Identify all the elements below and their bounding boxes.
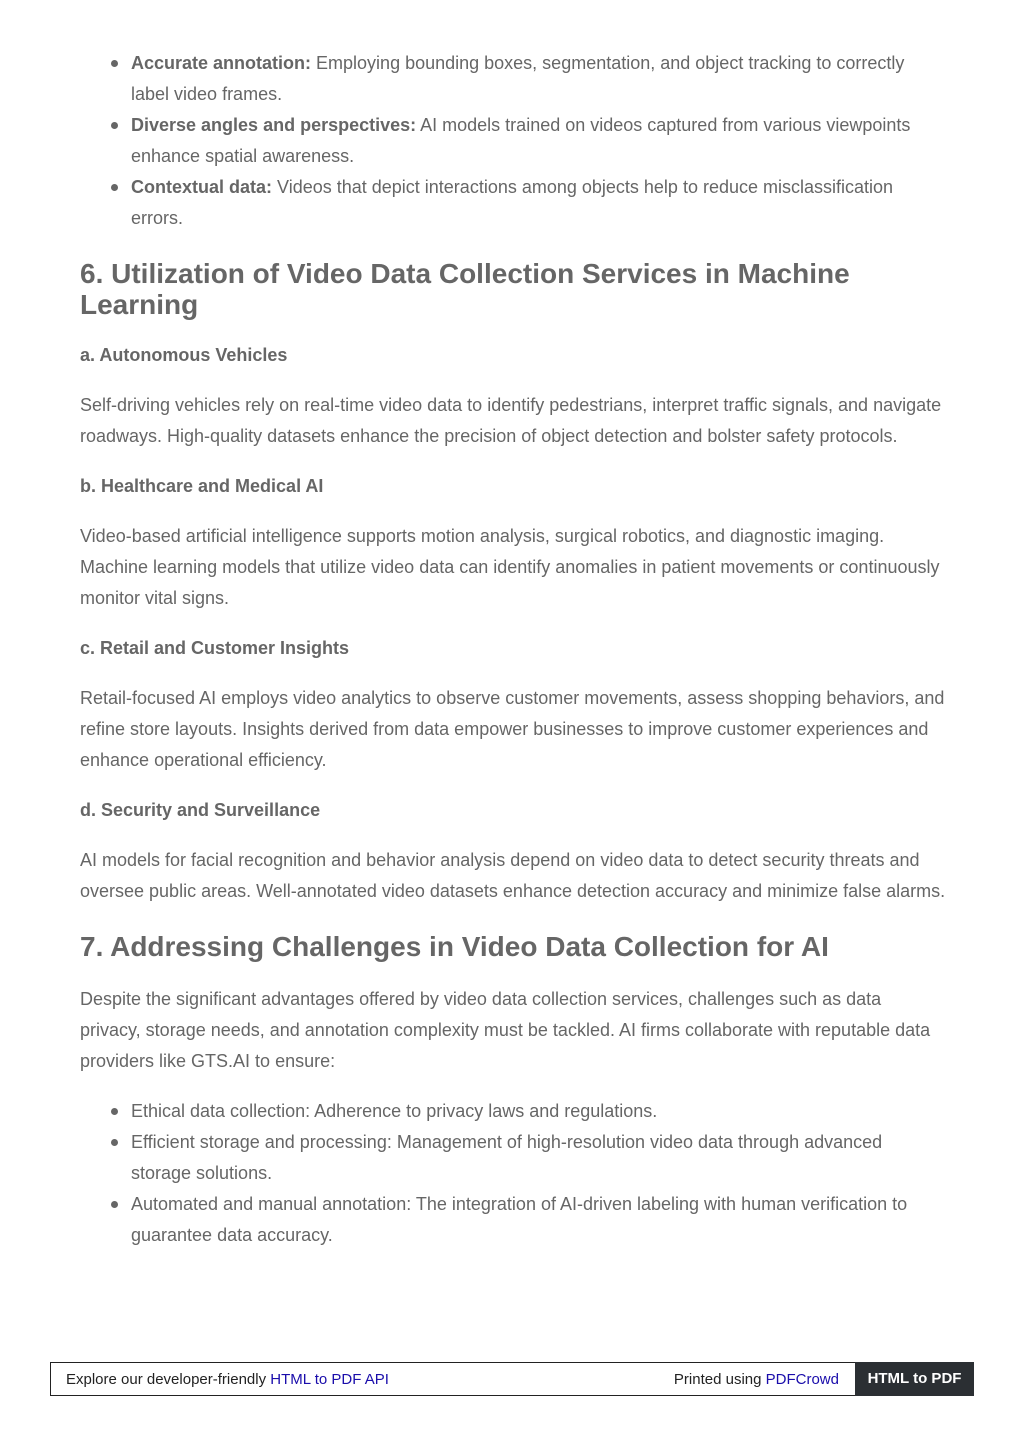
subsection-heading-retail: c. Retail and Customer Insights (80, 638, 350, 658)
list-item (131, 1096, 946, 1127)
bullet-dot (111, 1201, 118, 1208)
bullet-dot (111, 184, 118, 191)
section-7-heading: 7. Addressing Challenges in Video Data Collection for AI (80, 931, 829, 962)
paragraph-autonomous-vehicles: Self-driving vehicles rely on real-time video data to identify pedestrians, interpret traffic signals, and navigate roadways. High-quality datasets enhance the precision of object detection and bolster safety protocols. (80, 395, 942, 446)
top-bullet-list (80, 48, 946, 234)
html-to-pdf-badge[interactable]: HTML to PDF (855, 1362, 974, 1396)
bullet-dot (111, 60, 118, 67)
list-item-term: Diverse angles and perspectives: (131, 115, 417, 135)
list-item-text: AI models trained on videos captured from various viewpoints enhance spatial awareness. (131, 115, 911, 166)
challenges-bullet-list (80, 1096, 946, 1251)
pdfcrowd-footer (50, 1362, 974, 1396)
paragraph-security: AI models for facial recognition and behavior analysis depend on video data to detect security threats and oversee public areas. Well-annotated video datasets enhance detection accuracy and minimize false alarms. (80, 850, 946, 901)
list-item-term: Accurate annotation: (131, 53, 312, 73)
list-item (131, 1189, 946, 1251)
footer-printed-using (674, 1371, 839, 1388)
section-7-intro: Despite the significant advantages offered by video data collection services, challenges such as data privacy, storage needs, and annotation complexity must be tackled. AI firms collaborate with reputable data providers like GTS.AI to ensure: (80, 989, 931, 1071)
list-item-text: Videos that depict interactions among objects help to reduce misclassification errors. (131, 177, 894, 228)
footer-left (66, 1371, 389, 1388)
bullet-dot (111, 122, 118, 129)
pdfcrowd-link[interactable]: PDFCrowd (765, 1371, 839, 1388)
list-item (131, 110, 946, 172)
list-item (131, 48, 946, 110)
subsection-heading-autonomous-vehicles: a. Autonomous Vehicles (80, 345, 288, 365)
list-item-term: Contextual data: (131, 177, 273, 197)
paragraph-healthcare: Video-based artificial intelligence supports motion analysis, surgical robotics, and diagnostic imaging. Machine learning models that utilize video data can identify anomalies in patient movements or continuously monitor vital signs. (80, 526, 940, 608)
document-body (80, 48, 946, 1251)
subsection-heading-healthcare: b. Healthcare and Medical AI (80, 476, 324, 496)
list-item (131, 1127, 946, 1189)
bullet-dot (111, 1108, 118, 1115)
paragraph-retail: Retail-focused AI employs video analytics to observe customer movements, assess shopping behaviors, and refine store layouts. Insights derived from data empower businesses to improve customer experiences and enhance operational efficiency. (80, 688, 945, 770)
footer-left-text: Explore our developer-friendly (66, 1371, 271, 1388)
subsection-heading-security: d. Security and Surveillance (80, 800, 321, 820)
bullet-dot (111, 1139, 118, 1146)
list-item (131, 172, 946, 234)
list-item-text: Automated and manual annotation: The integration of AI-driven labeling with human verification to guarantee data accuracy. (131, 1194, 908, 1245)
footer-mid-text: Printed using (673, 1371, 766, 1388)
list-item-text: Ethical data collection: Adherence to privacy laws and regulations. (131, 1101, 658, 1121)
list-item-text: Employing bounding boxes, segmentation, and object tracking to correctly label video frames. (131, 53, 905, 104)
section-6-heading: 6. Utilization of Video Data Collection Services in Machine Learning (80, 258, 850, 320)
list-item-text: Efficient storage and processing: Management of high-resolution video data through advanced storage solutions. (131, 1132, 883, 1183)
html-to-pdf-api-link[interactable]: HTML to PDF API (270, 1371, 389, 1388)
